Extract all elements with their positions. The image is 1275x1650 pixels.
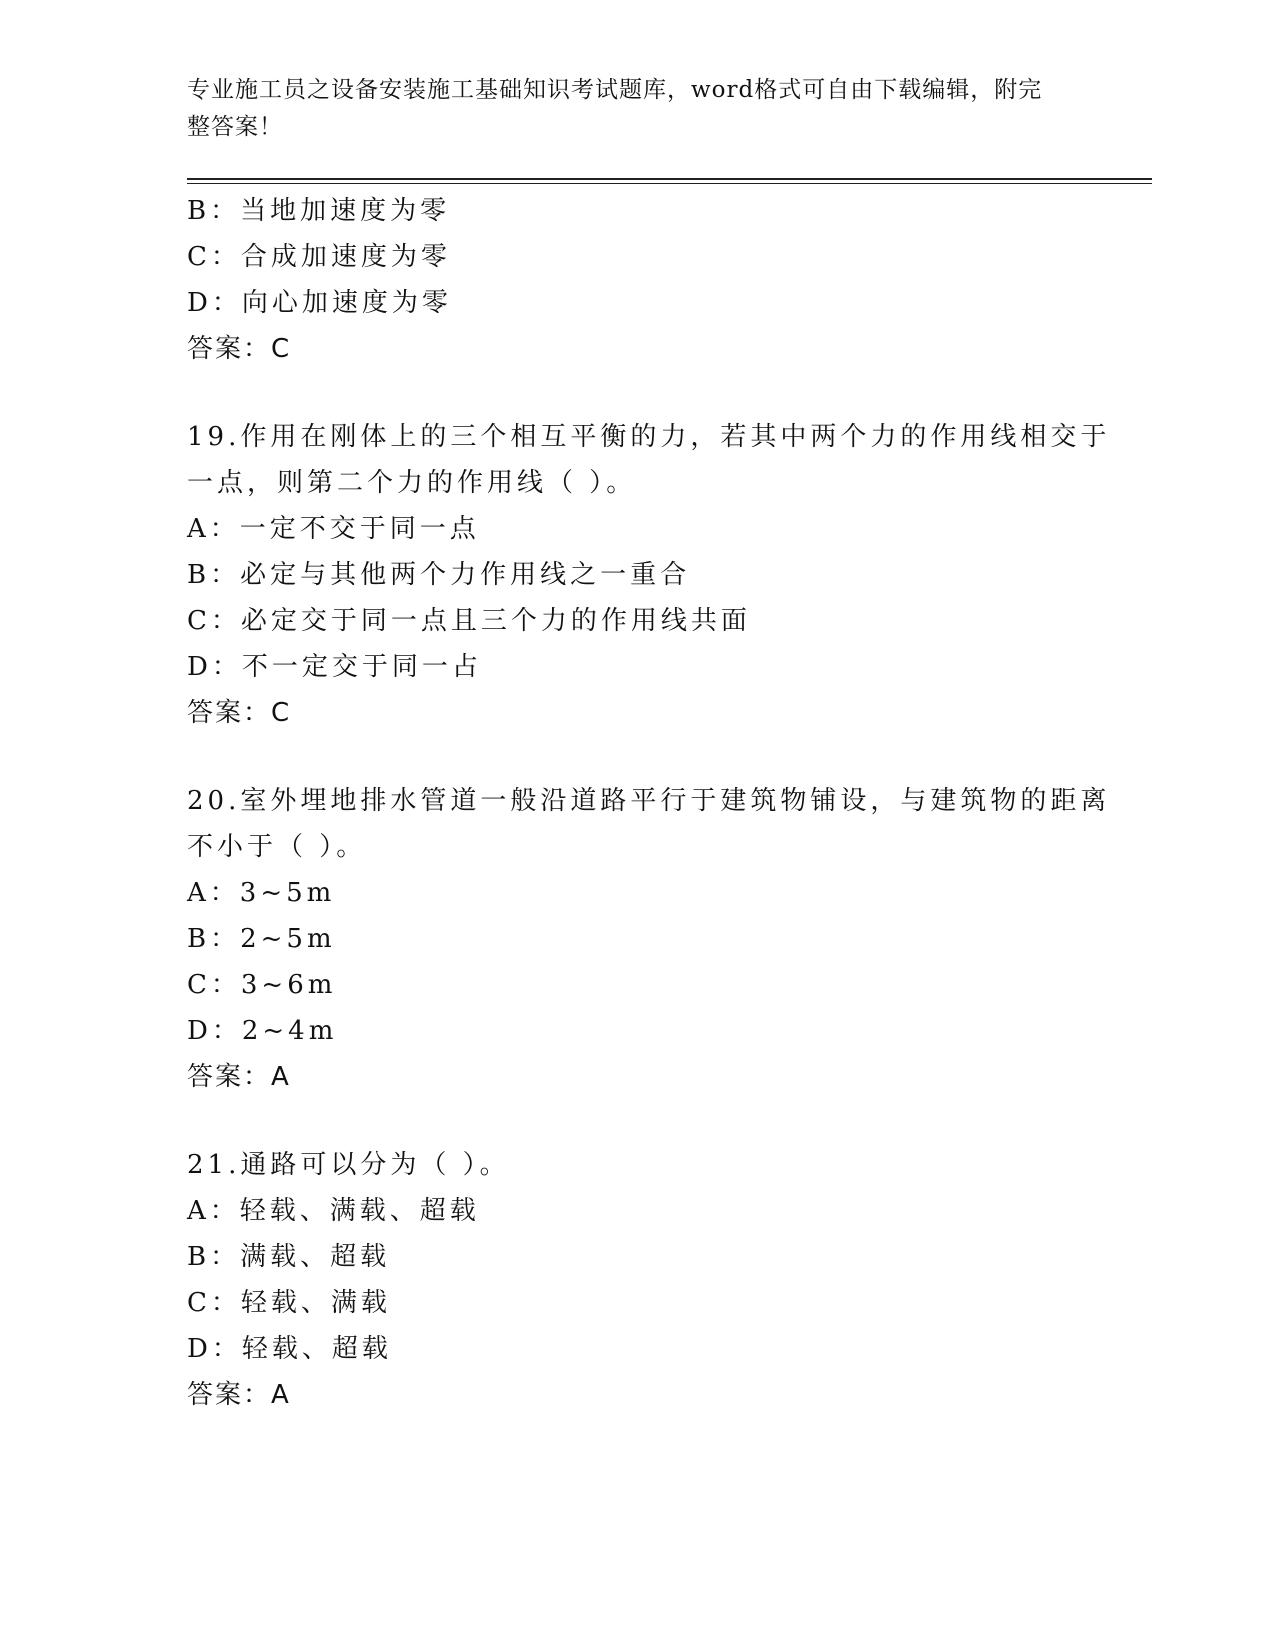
question-gap	[187, 1100, 1087, 1142]
option-d: D：向心加速度为零	[187, 288, 452, 318]
answer: 答案：C	[187, 334, 292, 364]
option-a: A：一定不交于同一点	[187, 514, 480, 544]
document-header	[187, 72, 1067, 146]
option-a: A：轻载、满载、超载	[187, 1196, 480, 1226]
answer: 答案：A	[187, 1380, 291, 1410]
option-b: B：必定与其他两个力作用线之一重合	[187, 560, 691, 590]
question-stem: 19.作用在刚体上的三个相互平衡的力，若其中两个力的作用线相交于	[187, 422, 1111, 452]
answer: 答案：A	[187, 1062, 291, 1092]
option-d: D：不一定交于同一占	[187, 652, 482, 682]
header-divider-thick	[187, 178, 1152, 180]
option-c: C：3~6m	[187, 970, 337, 1000]
question-stem: 20.室外埋地排水管道一般沿道路平行于建筑物铺设，与建筑物的距离	[187, 786, 1111, 816]
option-c: C：轻载、满载	[187, 1288, 391, 1318]
header-line-2: 整答案！	[187, 114, 283, 140]
answer: 答案：C	[187, 698, 292, 728]
option-c: C：合成加速度为零	[187, 242, 451, 272]
question-stem-continued: 一点，则第二个力的作用线（ ）。	[187, 468, 637, 498]
option-b: B：当地加速度为零	[187, 196, 451, 226]
option-d: D：2~4m	[187, 1016, 338, 1046]
question-gap	[187, 736, 1087, 778]
question-gap	[187, 372, 1087, 414]
option-a: A：3~5m	[187, 878, 336, 908]
question-20	[187, 778, 1111, 1100]
question-21	[187, 1142, 1087, 1418]
header-line-1: 专业施工员之设备安装施工基础知识考试题库，word格式可自由下载编辑，附完	[187, 77, 1043, 103]
question-stem-continued: 不小于（ ）。	[187, 832, 367, 862]
question-18-tail	[187, 188, 1087, 372]
question-list	[187, 188, 1111, 1418]
option-b: B：满载、超载	[187, 1242, 391, 1272]
option-b: B：2~5m	[187, 924, 336, 954]
option-c: C：必定交于同一点且三个力的作用线共面	[187, 606, 751, 636]
question-stem: 21.通路可以分为（ ）。	[187, 1150, 510, 1180]
question-19	[187, 414, 1111, 736]
header-divider-thin	[187, 183, 1152, 184]
option-d: D：轻载、超载	[187, 1334, 392, 1364]
